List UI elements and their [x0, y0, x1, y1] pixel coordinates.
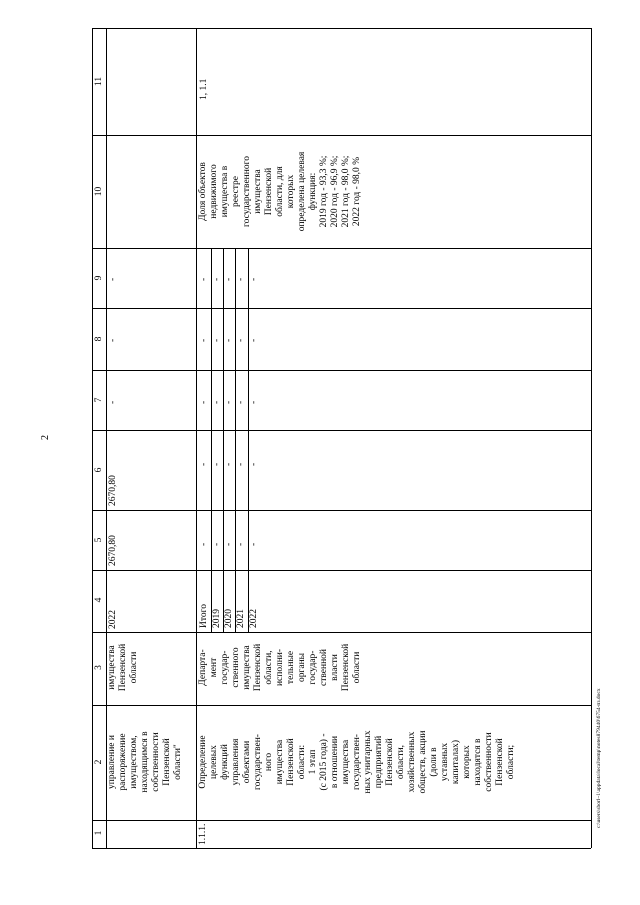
- header-col-9: 9: [94, 275, 104, 281]
- dash-col9-2020: -: [224, 277, 234, 281]
- header-col-8: 8: [94, 336, 104, 342]
- page-number: 2: [40, 435, 51, 440]
- dash-col8-2020: -: [224, 338, 234, 342]
- dash-col9-2021: -: [236, 277, 246, 281]
- row-top-col2: управление и распоряжение имуществом, находящимся в собственности Пензенской области": [107, 731, 183, 793]
- row-top-col9: -: [108, 277, 118, 281]
- row-main-col11: 1, 1.1: [199, 78, 209, 100]
- year-2021: 2021: [236, 609, 246, 628]
- year-2022: 2022: [249, 609, 259, 628]
- year-total: Итого: [199, 603, 209, 628]
- dash-col6-2019: -: [212, 462, 222, 466]
- dash-col7-Итого: -: [199, 400, 209, 404]
- year-2020: 2020: [224, 609, 234, 628]
- dash-col9-2022: -: [249, 277, 259, 281]
- footer-path: c:\users\sborl~1\appdata\local\temp\notes879440\6754-пз.docx: [596, 688, 602, 828]
- row-top-col8: -: [108, 338, 118, 342]
- row-top-col4: 2022: [108, 610, 118, 629]
- dash-col5-Итого: -: [199, 542, 209, 546]
- dash-col6-2021: -: [236, 462, 246, 466]
- dash-col6-2020: -: [224, 462, 234, 466]
- dash-col7-2019: -: [212, 400, 222, 404]
- dash-col8-2019: -: [212, 338, 222, 342]
- header-col-11: 11: [94, 76, 104, 87]
- dash-col5-2022: -: [249, 542, 259, 546]
- row-top-col6: 2670,80: [108, 475, 118, 506]
- row-main-col10: Доля объектов недвижимого имущества в реестре государственного имущества Пензенской области, для которых определена целевая функция: 2019 год - 93,3 %; 2020 год - 96,9 %; 2021 год - 98,0 %; 2022 год - 98,0 %: [198, 151, 362, 232]
- header-col-4: 4: [94, 597, 104, 603]
- row-main-col3: Департа- мент государ- ственного имущества Пензенской области, исполни- тельные органы государ- ственной власти Пензенской области: [198, 643, 362, 692]
- dash-col5-2020: -: [224, 542, 234, 546]
- header-col-6: 6: [94, 467, 104, 473]
- dash-col6-2022: -: [249, 462, 259, 466]
- dash-col8-2021: -: [236, 338, 246, 342]
- dash-col8-Итого: -: [199, 338, 209, 342]
- header-col-1: 1: [94, 830, 104, 836]
- header-col-3: 3: [94, 665, 104, 670]
- dash-col7-2022: -: [249, 400, 259, 404]
- dash-col9-Итого: -: [199, 277, 209, 281]
- dash-col8-2022: -: [249, 338, 259, 342]
- dash-col6-Итого: -: [199, 462, 209, 466]
- row-main-number: 1.1.1.: [198, 823, 208, 845]
- header-col-5: 5: [94, 537, 104, 543]
- header-col-2: 2: [94, 759, 104, 765]
- dash-col7-2020: -: [224, 400, 234, 404]
- dash-col9-2019: -: [212, 277, 222, 281]
- header-col-7: 7: [94, 397, 104, 403]
- row-top-col3: имущества Пензенской области: [107, 643, 139, 692]
- dash-col7-2021: -: [236, 400, 246, 404]
- dash-col5-2021: -: [236, 542, 246, 546]
- row-top-col7: -: [108, 400, 118, 404]
- header-col-10: 10: [94, 186, 104, 197]
- year-2019: 2019: [212, 609, 222, 628]
- dash-col5-2019: -: [212, 542, 222, 546]
- row-main-col2: Определение целевых функций управления объектами государствен- ного имущества Пензенской области: 1 этап (с 2015 года) - в отношении имущества государствен- ных унитарных предприятий Пензенской области, хозяйственных обществ, акции (доли в уставных капиталах) которых находятся в собственности Пензенской области;: [198, 730, 516, 794]
- row-top-col5: 2670,80: [108, 535, 118, 566]
